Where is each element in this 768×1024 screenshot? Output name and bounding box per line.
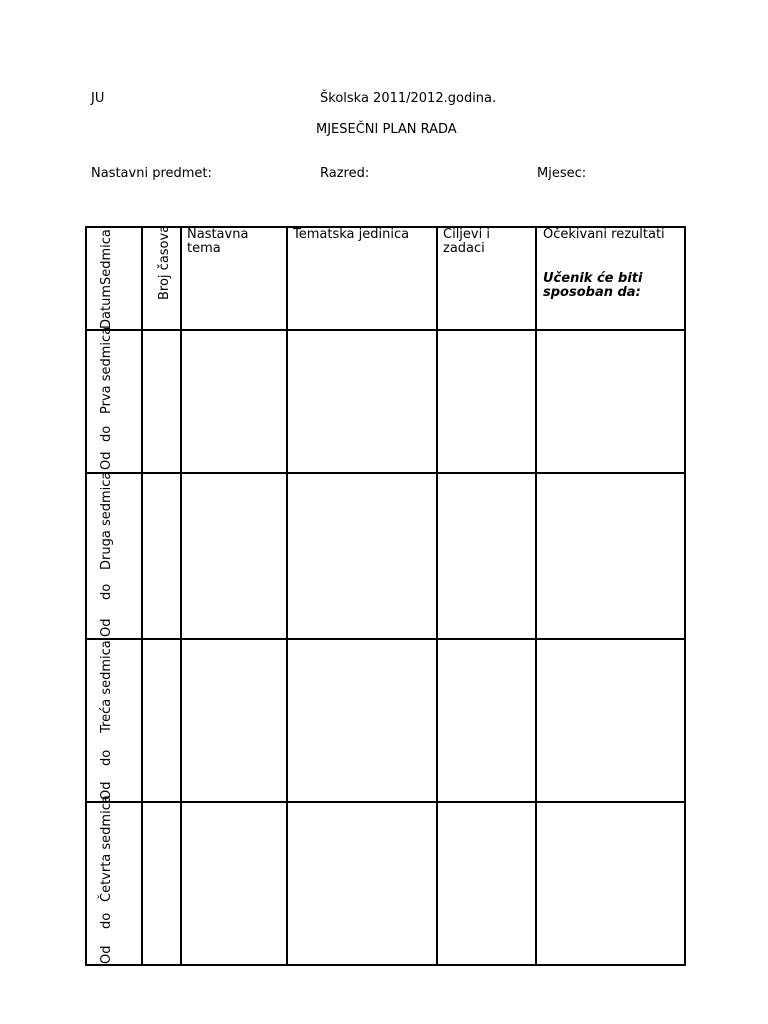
row-week-label: Četvrta sedmica [99,795,114,902]
table-column-divider [535,226,537,966]
table-border-bottom [85,964,686,966]
class-label: Razred: [320,166,370,181]
col-date-week-header: DatumSedmica [99,229,114,329]
month-label: Mjesec: [537,166,587,181]
subject-label: Nastavni predmet: [91,166,212,181]
row-from-label: Od [99,451,114,470]
table-column-divider [286,226,288,966]
col-results-subheader: Učenik će biti sposoban da: [543,271,643,300]
col-results-header: Očekivani rezultati [543,227,665,242]
table-divider [85,638,686,640]
table-column-divider [180,226,182,966]
row-week-label: Prva sedmica [99,326,114,414]
col-hours-header: Broj časova [157,224,172,300]
school-year: Školska 2011/2012.godina. [320,91,497,106]
row-from-label: Od [99,618,114,637]
table-column-divider [436,226,438,966]
row-to-label: do [99,749,114,766]
row-from-label: Od [99,945,114,964]
school-label: JU [91,91,105,106]
table-column-divider [141,226,143,966]
table-divider [85,472,686,474]
page-title: MJESEČNI PLAN RADA [316,122,457,137]
col-topic-header: Nastavna tema [187,227,249,256]
row-to-label: do [99,912,114,929]
table-divider [85,329,686,331]
row-to-label: do [99,425,114,442]
table-border-left [85,226,87,966]
col-unit-header: Tematska jedinica [293,227,410,242]
row-from-label: Od [99,781,114,800]
row-week-label: Druga sedmica [99,471,114,570]
col-goals-header: Ciljevi i zadaci [443,227,490,256]
table-border-right [684,226,686,966]
table-divider [85,801,686,803]
row-to-label: do [99,583,114,600]
row-week-label: Treća sedmica [99,640,114,733]
